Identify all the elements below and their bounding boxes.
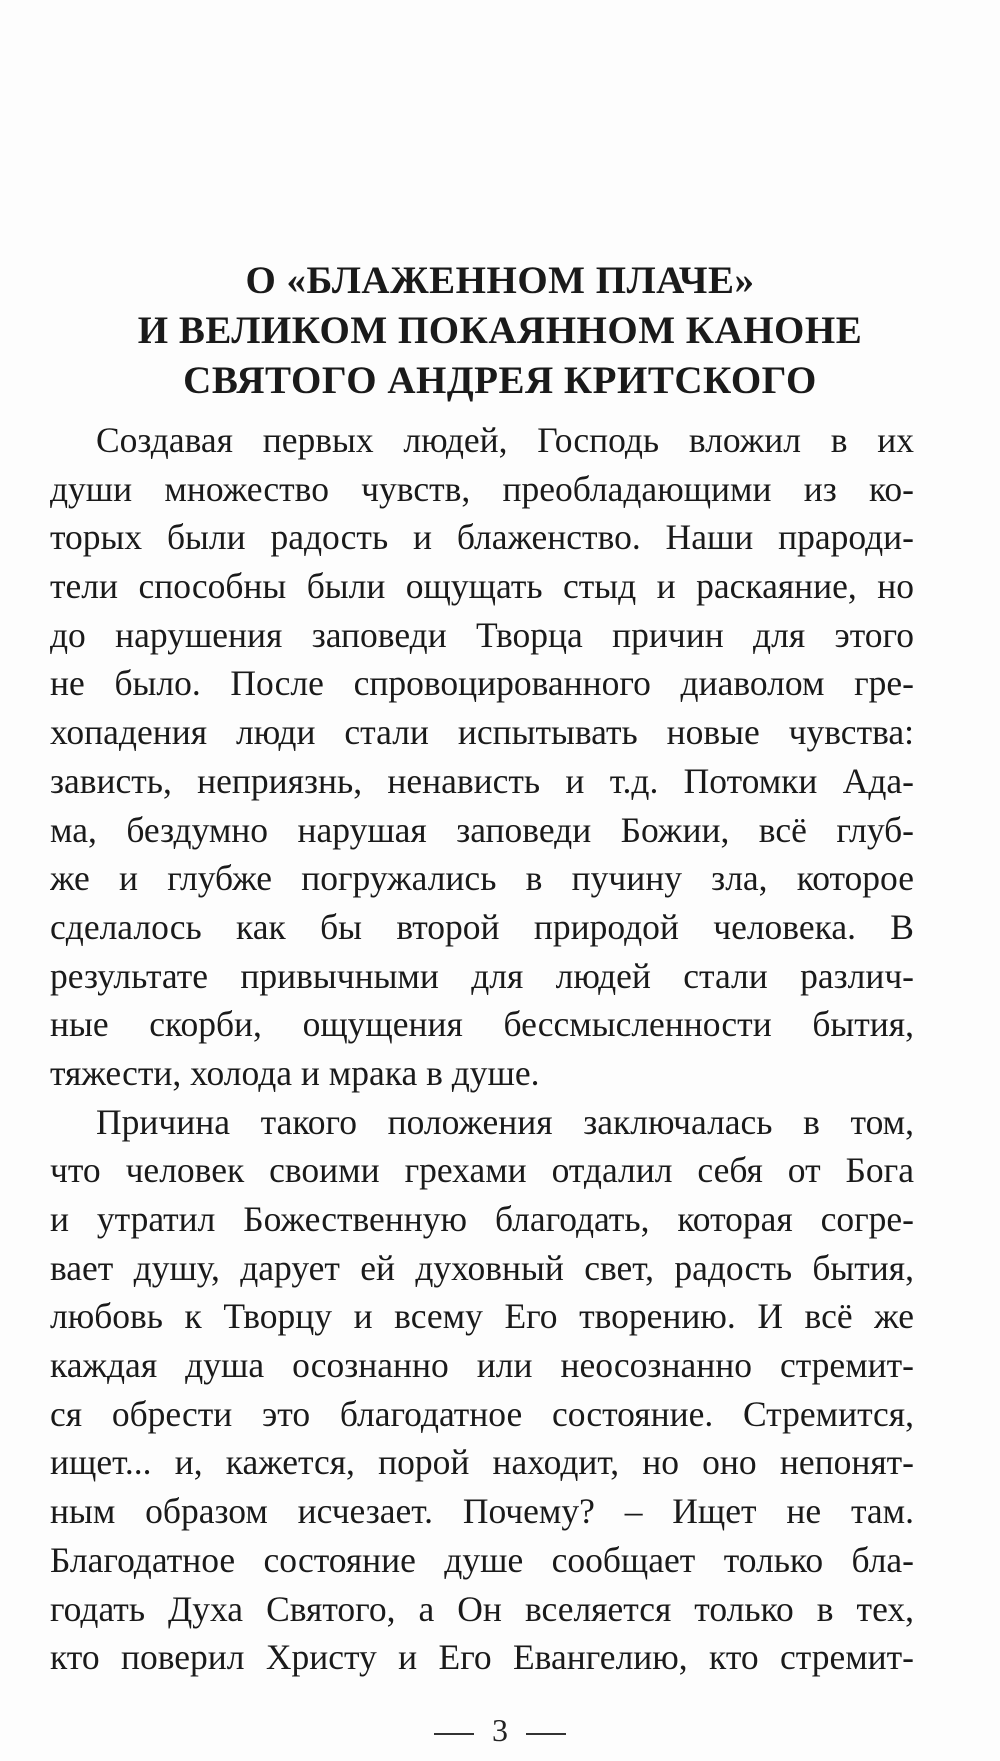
text-line: души множество чувств, преобладающими из ко- (50, 468, 914, 509)
text-line: ные скорби, ощущения бессмысленности бытия, (50, 1004, 914, 1045)
text-line: годать Духа Святого, а Он вселяется только в тех, (50, 1588, 914, 1629)
text-line: ся обрести это благодатное состояние. Стремится, (50, 1393, 914, 1434)
text-line: зависть, неприязнь, ненависть и т.д. Потомки Ада- (50, 760, 914, 801)
text-line: не было. После спровоцированного диаволом гре- (50, 663, 914, 704)
text-line: тяжести, холода и мрака в душе. (50, 1052, 540, 1093)
text-line: и утратил Божественную благодать, которая согре- (50, 1199, 914, 1239)
text-line: кто поверил Христу и Его Евангелию, кто стремит- (50, 1637, 914, 1678)
text-line: Причина такого положения заключалась в том, (96, 1101, 914, 1142)
right-dash (526, 1733, 566, 1735)
text-line: торых были радость и блаженство. Наши прароди- (50, 517, 914, 558)
body-text (50, 416, 914, 1682)
text-line: любовь к Творцу и всему Его творению. И всё же (50, 1296, 914, 1337)
text-line: каждая душа осознанно или неосознанно стремит- (50, 1345, 914, 1386)
heading-line-3: СВЯТОГО АНДРЕЯ КРИТСКОГО (183, 359, 817, 402)
text-line: что человек своими грехами отдалил себя от Бога (50, 1150, 914, 1191)
text-line: Создавая первых людей, Господь вложил в их (96, 420, 914, 460)
text-line: сделалось как бы второй природой человека. В (50, 906, 914, 947)
left-dash (434, 1733, 474, 1735)
heading-line-2: И ВЕЛИКОМ ПОКАЯННОМ КАНОНЕ (137, 309, 863, 352)
paragraph-2 (50, 1098, 914, 1682)
text-line: ным образом исчезает. Почему? – Ищет не там. (50, 1491, 914, 1532)
heading-line-1: О «БЛАЖЕННОМ ПЛАЧЕ» (245, 259, 755, 302)
text-line: же и глубже погружались в пучину зла, которое (50, 858, 914, 899)
text-line: Благодатное состояние душе сообщает только бла- (50, 1539, 914, 1580)
paragraph-1 (50, 416, 914, 1098)
chapter-heading (60, 256, 940, 406)
text-line: вает душу, дарует ей духовный свет, радость бытия, (50, 1247, 914, 1288)
text-line: тели способны были ощущать стыд и раскаяние, но (50, 566, 914, 607)
page-number-footer (0, 1712, 1000, 1748)
text-line: до нарушения заповеди Творца причин для этого (50, 614, 914, 655)
text-line: ма, бездумно нарушая заповеди Божии, всё глуб- (50, 809, 914, 850)
text-line: хопадения люди стали испытывать новые чувства: (50, 712, 914, 753)
text-line: результате привычными для людей стали различ- (50, 955, 914, 996)
page-number: 3 (492, 1712, 508, 1748)
text-line: ищет... и, кажется, порой находит, но оно непонят- (50, 1442, 914, 1483)
